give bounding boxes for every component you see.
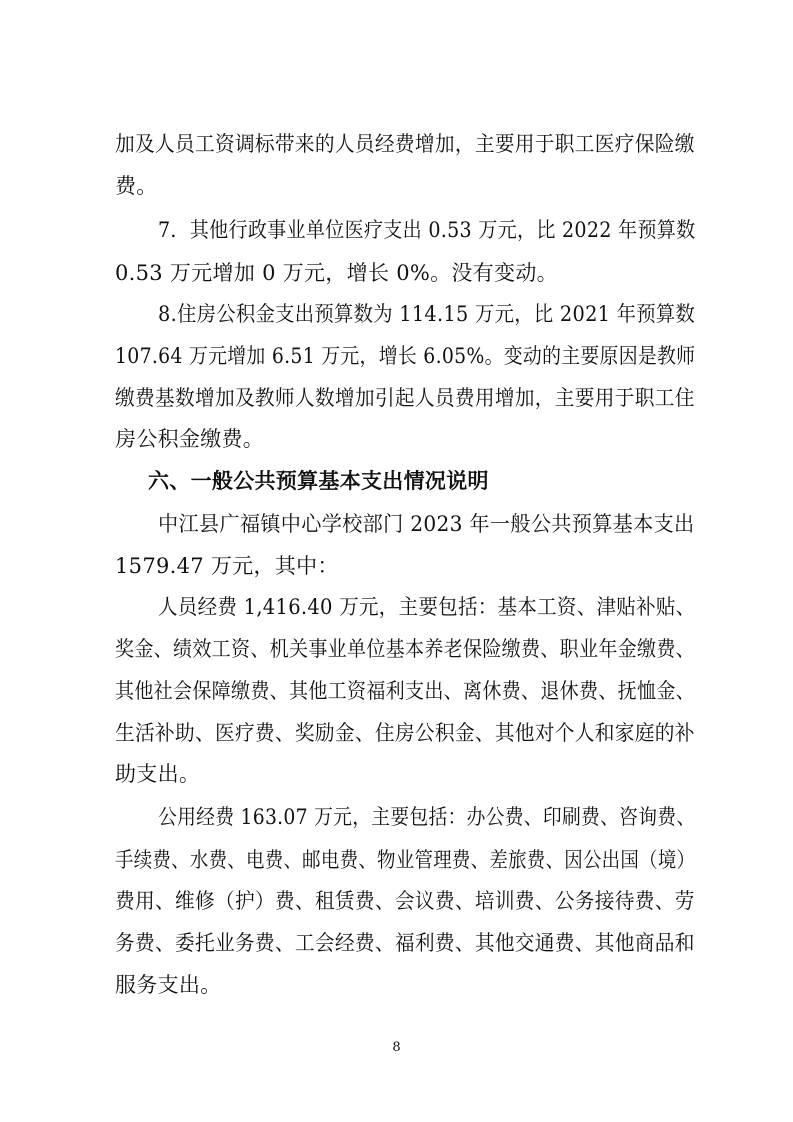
page-number: 8 (392, 1040, 401, 1055)
paragraph-line: 加及人员工资调标带来的人员经费增加，主要用于职工医疗保险缴 (115, 132, 695, 156)
paragraph-line: 7．其他行政事业单位医疗支出 0.53 万元，比 2022 年预算数 (158, 218, 696, 242)
paragraph-line: 人员经费 1,416.40 万元，主要包括：基本工资、津贴补贴、 (158, 595, 696, 619)
paragraph-line: 缴费基数增加及教师人数增加引起人员费用增加，主要用于职工住 (115, 386, 695, 410)
paragraph-line: 奖金、绩效工资、机关事业单位基本养老保险缴费、职业年金缴费、 (115, 637, 695, 661)
paragraph-line: 费用、维修（护）费、租赁费、会议费、培训费、公务接待费、劳 (115, 889, 695, 913)
paragraph-line: 0.53 万元增加 0 万元，增长 0%。没有变动。 (115, 261, 558, 285)
paragraph-line: 生活补助、医疗费、奖励金、住房公积金、其他对个人和家庭的补 (115, 721, 695, 745)
paragraph-line: 助支出。 (115, 762, 201, 786)
paragraph-line: 107.64 万元增加 6.51 万元，增长 6.05%。变动的主要原因是教师 (115, 344, 696, 368)
paragraph-line: 其他社会保障缴费、其他工资福利支出、离休费、退休费、抚恤金、 (115, 679, 695, 703)
paragraph-line: 费。 (115, 174, 158, 198)
paragraph-line: 手续费、水费、电费、邮电费、物业管理费、差旅费、因公出国（境） (115, 848, 696, 872)
paragraph-line: 中江县广福镇中心学校部门 2023 年一般公共预算基本支出 (158, 512, 695, 536)
paragraph-line: 服务支出。 (115, 973, 222, 997)
paragraph-line: 8.住房公积金支出预算数为 114.15 万元，比 2021 年预算数 (158, 302, 696, 326)
paragraph-line: 房公积金缴费。 (115, 427, 265, 451)
section-heading: 六、一般公共预算基本支出情况说明 (148, 469, 489, 493)
paragraph-line: 1579.47 万元，其中： (115, 554, 339, 578)
paragraph-line: 公用经费 163.07 万元，主要包括：办公费、印刷费、咨询费、 (158, 805, 696, 829)
paragraph-line: 务费、委托业务费、工会经费、福利费、其他交通费、其他商品和 (115, 931, 695, 955)
